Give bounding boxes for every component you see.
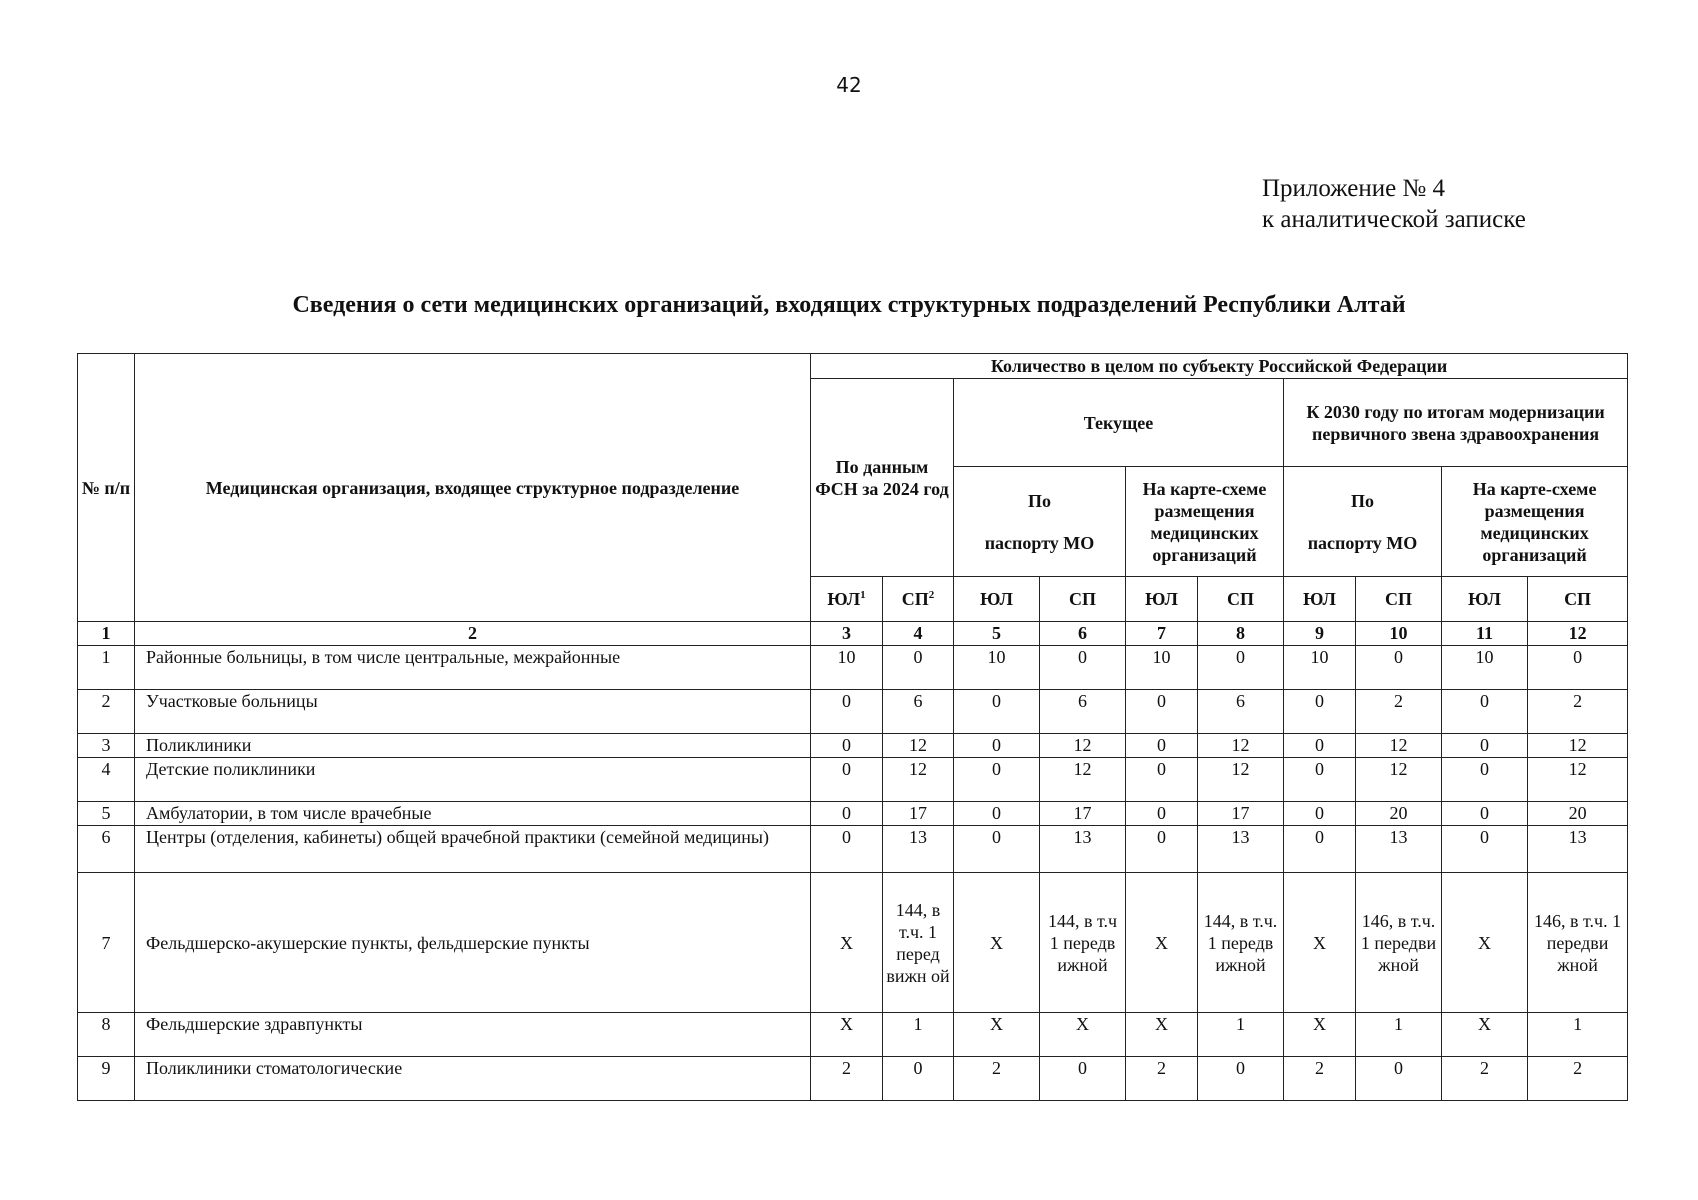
organization-name: Районные больницы, в том числе центральные, межрайонные xyxy=(135,646,811,690)
value-cell: 0 xyxy=(1442,802,1528,826)
value-cell: 0 xyxy=(811,734,883,758)
row-number: 7 xyxy=(78,873,135,1013)
value-cell: 0 xyxy=(1284,734,1356,758)
value-cell: 17 xyxy=(1198,802,1284,826)
header-map-future: На карте-схеме размещения медицинских организаций xyxy=(1442,467,1628,577)
header-org: Медицинская организация, входящее структурное подразделение xyxy=(135,354,811,622)
value-cell: 0 xyxy=(1126,826,1198,873)
header-sp: СП xyxy=(1040,577,1126,622)
row-number: 5 xyxy=(78,802,135,826)
value-cell: 6 xyxy=(1040,690,1126,734)
organization-name: Детские поликлиники xyxy=(135,758,811,802)
appendix-line-2: к аналитической записке xyxy=(1262,206,1526,233)
value-cell: 12 xyxy=(1528,734,1628,758)
value-cell: 1 xyxy=(1198,1013,1284,1057)
header-passport-current xyxy=(954,467,1126,577)
document-title: Сведения о сети медицинских организаций, входящих структурных подразделений Республики Алтай xyxy=(292,292,1406,318)
column-number: 6 xyxy=(1040,622,1126,646)
value-cell: 10 xyxy=(811,646,883,690)
value-cell: 1 xyxy=(1356,1013,1442,1057)
value-cell: 13 xyxy=(1528,826,1628,873)
value-cell: 1 xyxy=(883,1013,954,1057)
value-cell: 0 xyxy=(1040,646,1126,690)
value-cell: 12 xyxy=(883,758,954,802)
header-passport-future xyxy=(1284,467,1442,577)
column-number: 4 xyxy=(883,622,954,646)
row-number: 1 xyxy=(78,646,135,690)
table-row xyxy=(78,758,1628,802)
value-cell: 12 xyxy=(1198,734,1284,758)
header-ul: ЮЛ xyxy=(1284,577,1356,622)
value-cell: 12 xyxy=(883,734,954,758)
column-number: 3 xyxy=(811,622,883,646)
value-cell: 20 xyxy=(1528,802,1628,826)
header-current: Текущее xyxy=(954,379,1284,467)
value-cell: 0 xyxy=(1126,734,1198,758)
value-cell: 13 xyxy=(1356,826,1442,873)
table-row xyxy=(78,802,1628,826)
value-cell: Х xyxy=(1126,873,1198,1013)
value-cell: 0 xyxy=(1284,758,1356,802)
value-cell: 0 xyxy=(1126,758,1198,802)
row-number: 6 xyxy=(78,826,135,873)
value-cell: 0 xyxy=(954,758,1040,802)
organization-name: Фельдшерские здравпункты xyxy=(135,1013,811,1057)
value-cell: 0 xyxy=(1040,1057,1126,1101)
value-cell: Х xyxy=(1040,1013,1126,1057)
column-numbers-row xyxy=(78,622,1628,646)
header-sp-fsn: $СП^2$ xyxy=(883,577,954,622)
value-cell: Х xyxy=(1442,1013,1528,1057)
value-cell: 144, в т.ч. 1 перед вижн ой xyxy=(883,873,954,1013)
footnote-2: 2 xyxy=(928,589,935,601)
row-number: 4 xyxy=(78,758,135,802)
value-cell: 10 xyxy=(1284,646,1356,690)
value-cell: Х xyxy=(954,1013,1040,1057)
column-number: 12 xyxy=(1528,622,1628,646)
medical-network-table xyxy=(77,353,1628,1101)
value-cell: 0 xyxy=(1442,826,1528,873)
organization-name: Амбулатории, в том числе врачебные xyxy=(135,802,811,826)
value-cell: 0 xyxy=(954,826,1040,873)
value-cell: 146, в т.ч. 1 передви жной xyxy=(1528,873,1628,1013)
value-cell: 13 xyxy=(1040,826,1126,873)
passport-line-1: По xyxy=(1350,490,1374,511)
value-cell: 2 xyxy=(1356,690,1442,734)
value-cell: 144, в т.ч. 1 передв ижной xyxy=(1198,873,1284,1013)
value-cell: 10 xyxy=(1442,646,1528,690)
value-cell: Х xyxy=(1284,873,1356,1013)
value-cell: 13 xyxy=(1198,826,1284,873)
value-cell: Х xyxy=(811,1013,883,1057)
organization-name: Поликлиники стоматологические xyxy=(135,1057,811,1101)
value-cell: 0 xyxy=(883,1057,954,1101)
value-cell: 0 xyxy=(1198,1057,1284,1101)
value-cell: 0 xyxy=(1198,646,1284,690)
header-future: К 2030 году по итогам модернизации первичного звена здравоохранения xyxy=(1284,379,1628,467)
value-cell: 12 xyxy=(1356,758,1442,802)
header-ul: ЮЛ xyxy=(1126,577,1198,622)
passport-line-1: По xyxy=(1027,490,1051,511)
value-cell: 0 xyxy=(1284,826,1356,873)
appendix-line-1: Приложение № 4 xyxy=(1262,175,1446,202)
value-cell: 0 xyxy=(1284,690,1356,734)
column-number: 10 xyxy=(1356,622,1442,646)
value-cell: 2 xyxy=(811,1057,883,1101)
organization-name: Фельдшерско-акушерские пункты, фельдшерские пункты xyxy=(135,873,811,1013)
row-number: 2 xyxy=(78,690,135,734)
passport-line-2: паспорту МО xyxy=(984,532,1095,553)
row-number: 8 xyxy=(78,1013,135,1057)
value-cell: 12 xyxy=(1040,758,1126,802)
value-cell: 0 xyxy=(883,646,954,690)
header-num: № п/п xyxy=(78,354,135,622)
header-map-current: На карте-схеме размещения медицинских организаций xyxy=(1126,467,1284,577)
value-cell: 2 xyxy=(1126,1057,1198,1101)
row-number: 3 xyxy=(78,734,135,758)
table-header xyxy=(78,354,1628,622)
value-cell: 12 xyxy=(1198,758,1284,802)
passport-line-2: паспорту МО xyxy=(1307,532,1418,553)
organization-name: Участковые больницы xyxy=(135,690,811,734)
header-ul-fsn: $ЮЛ^1$ xyxy=(811,577,883,622)
footnote-1: 1 xyxy=(860,589,866,601)
value-cell: 2 xyxy=(1528,690,1628,734)
header-sp: СП xyxy=(1356,577,1442,622)
table-row xyxy=(78,1013,1628,1057)
value-cell: Х xyxy=(811,873,883,1013)
value-cell: 0 xyxy=(954,690,1040,734)
column-number: 2 xyxy=(135,622,811,646)
table-row xyxy=(78,1057,1628,1101)
value-cell: 0 xyxy=(811,826,883,873)
appendix-note xyxy=(1262,173,1526,235)
table-row xyxy=(78,646,1628,690)
header-ul: ЮЛ xyxy=(954,577,1040,622)
header-fsn: По данным ФСН за 2024 год xyxy=(811,379,954,577)
value-cell: Х xyxy=(1442,873,1528,1013)
header-total: Количество в целом по субъекту Российской Федерации xyxy=(811,354,1628,379)
value-cell: 144, в т.ч 1 передв ижной xyxy=(1040,873,1126,1013)
value-cell: 0 xyxy=(1126,690,1198,734)
column-number: 9 xyxy=(1284,622,1356,646)
organization-name: Центры (отделения, кабинеты) общей врачебной практики (семейной медицины) xyxy=(135,826,811,873)
value-cell: 17 xyxy=(1040,802,1126,826)
value-cell: 146, в т.ч. 1 передви жной xyxy=(1356,873,1442,1013)
value-cell: 0 xyxy=(1442,690,1528,734)
value-cell: 12 xyxy=(1528,758,1628,802)
value-cell: Х xyxy=(954,873,1040,1013)
value-cell: 0 xyxy=(954,734,1040,758)
value-cell: 1 xyxy=(1528,1013,1628,1057)
table-row xyxy=(78,873,1628,1013)
column-number: 1 xyxy=(78,622,135,646)
page-number: 42 xyxy=(836,73,862,97)
value-cell: 0 xyxy=(1284,802,1356,826)
value-cell: 6 xyxy=(883,690,954,734)
value-cell: 0 xyxy=(1442,758,1528,802)
value-cell: 0 xyxy=(1528,646,1628,690)
value-cell: 0 xyxy=(1442,734,1528,758)
value-cell: 13 xyxy=(883,826,954,873)
value-cell: 0 xyxy=(811,690,883,734)
value-cell: 0 xyxy=(1356,646,1442,690)
value-cell: 2 xyxy=(1528,1057,1628,1101)
header-sp: СП xyxy=(1528,577,1628,622)
value-cell: 12 xyxy=(1356,734,1442,758)
row-number: 9 xyxy=(78,1057,135,1101)
value-cell: 0 xyxy=(811,758,883,802)
organization-name: Поликлиники xyxy=(135,734,811,758)
value-cell: 0 xyxy=(1356,1057,1442,1101)
value-cell: 2 xyxy=(1284,1057,1356,1101)
column-number: 8 xyxy=(1198,622,1284,646)
table-body xyxy=(78,622,1628,1101)
table-row xyxy=(78,734,1628,758)
table-row xyxy=(78,690,1628,734)
value-cell: 10 xyxy=(1126,646,1198,690)
value-cell: 17 xyxy=(883,802,954,826)
value-cell: 12 xyxy=(1040,734,1126,758)
value-cell: 0 xyxy=(1126,802,1198,826)
header-ul: ЮЛ xyxy=(1442,577,1528,622)
value-cell: 6 xyxy=(1198,690,1284,734)
column-number: 7 xyxy=(1126,622,1198,646)
value-cell: 0 xyxy=(954,802,1040,826)
value-cell: 0 xyxy=(811,802,883,826)
header-sp: СП xyxy=(1198,577,1284,622)
value-cell: 10 xyxy=(954,646,1040,690)
value-cell: 2 xyxy=(954,1057,1040,1101)
table-row xyxy=(78,826,1628,873)
column-number: 11 xyxy=(1442,622,1528,646)
value-cell: Х xyxy=(1126,1013,1198,1057)
value-cell: 20 xyxy=(1356,802,1442,826)
column-number: 5 xyxy=(954,622,1040,646)
value-cell: 2 xyxy=(1442,1057,1528,1101)
value-cell: Х xyxy=(1284,1013,1356,1057)
